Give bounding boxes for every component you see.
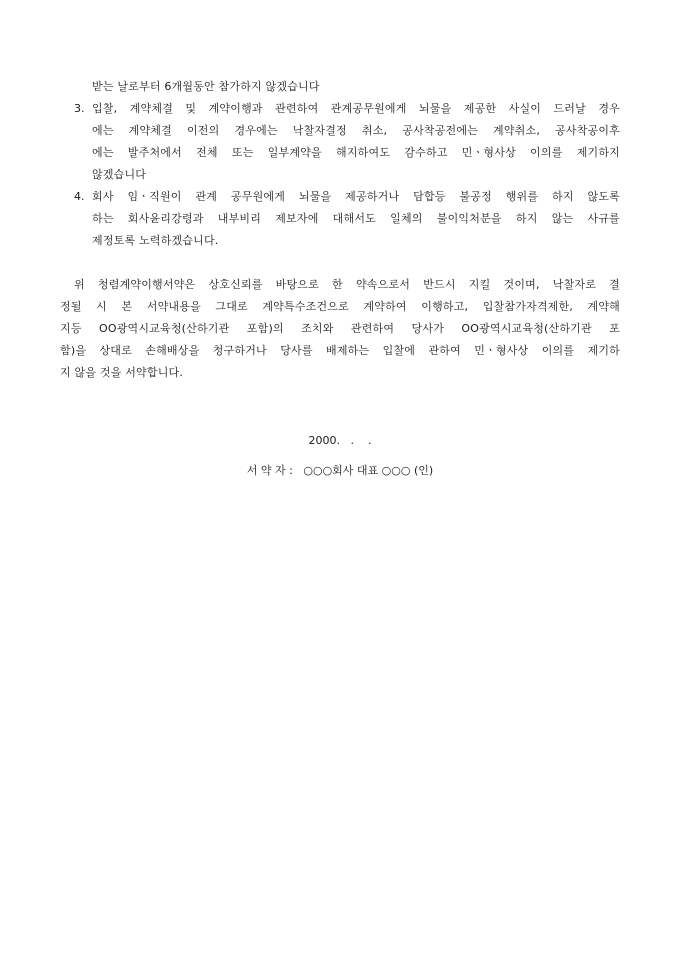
date-line: 2000. . .: [308, 434, 372, 447]
pledge-item-3-line-4: 않겠습니다: [92, 168, 147, 181]
closing-paragraph-line-4: 함)을 상대로 손해배상을 청구하거나 당사를 배제하는 입찰에 관하여 민ㆍ형사상 이의를 제기하: [60, 344, 620, 357]
signer-line: 서 약 자 : ○○○회사 대표 ○○○ (인): [246, 464, 434, 477]
pledge-item-4-line-1: 회사 임ㆍ직원이 관계 공무원에게 뇌물을 제공하거나 담합등 불공정 행위를 하지 않도록: [92, 190, 620, 203]
pledge-item-3-line-2: 에는 계약체결 이전의 경우에는 낙찰자결정 취소, 공사착공전에는 계약취소, 공사착공이후: [92, 124, 620, 137]
closing-paragraph-line-1: 위 청렴계약이행서약은 상호신뢰를 바탕으로 한 약속으로서 반드시 지킬 것이며, 낙찰자로 결: [74, 278, 620, 291]
pledge-item-4-line-3: 제정토록 노력하겠습니다.: [92, 234, 219, 247]
closing-paragraph-line-3: 지등 OO광역시교육청(산하기관 포함)의 조치와 관련하여 당사가 OO광역시교육청(산하기관 포: [60, 322, 620, 335]
pledge-item-3-line-1: 입찰, 계약체결 및 계약이행과 관련하여 관계공무원에게 뇌물을 제공한 사실이 드러날 경우: [92, 102, 620, 115]
pledge-item-2-continuation: 받는 날로부터 6개월동안 참가하지 않겠습니다: [92, 80, 320, 93]
pledge-item-4-number: 4.: [74, 190, 85, 203]
closing-paragraph-line-2: 정될 시 본 서약내용을 그대로 계약특수조건으로 계약하여 이행하고, 입찰참가자격제한, 계약해: [60, 300, 620, 313]
pledge-item-4-line-2: 하는 회사윤리강령과 내부비리 제보자에 대해서도 일체의 불이익처분을 하지 않는 사규를: [92, 212, 620, 225]
pledge-item-3-number: 3.: [74, 102, 85, 115]
closing-paragraph-line-5: 지 않을 것을 서약합니다.: [60, 366, 184, 379]
pledge-item-3-line-3: 에는 발주처에서 전체 또는 일부계약을 해지하여도 감수하고 민ㆍ형사상 이의를 제기하지: [92, 146, 620, 159]
